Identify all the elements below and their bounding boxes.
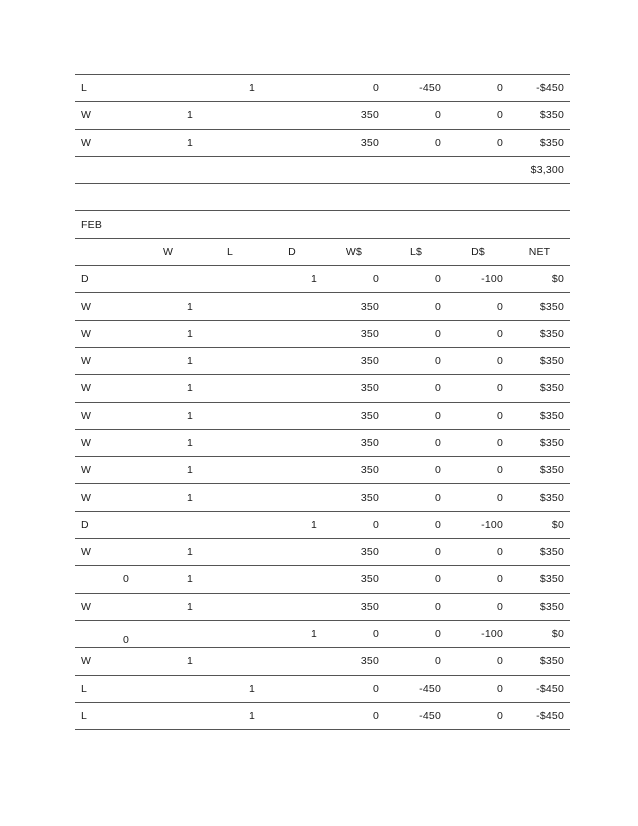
net-cell: $0 bbox=[551, 273, 564, 286]
w-cell bbox=[137, 355, 199, 367]
l-amount-cell: 0 bbox=[434, 573, 441, 586]
l-cell: 1 bbox=[248, 709, 255, 722]
net-cell: $350 bbox=[539, 546, 564, 559]
w-amount-cell: 350 bbox=[360, 491, 379, 504]
w-cell bbox=[137, 492, 199, 504]
w-cell bbox=[137, 464, 199, 476]
d-cell: 1 bbox=[310, 273, 317, 286]
table-row bbox=[75, 130, 570, 157]
result-cell: L bbox=[81, 682, 88, 695]
l-cell: 1 bbox=[248, 682, 255, 695]
column-header: L bbox=[226, 245, 234, 258]
w-amount-cell: 0 bbox=[372, 273, 379, 286]
l-amount-cell: 0 bbox=[434, 273, 441, 286]
l-amount-cell: -450 bbox=[419, 682, 441, 695]
result-cell: W bbox=[81, 546, 92, 559]
table-row bbox=[75, 539, 570, 566]
d-amount-cell: 0 bbox=[496, 327, 503, 340]
net-cell: $350 bbox=[539, 573, 564, 586]
w-amount-cell: 0 bbox=[372, 82, 379, 95]
l-amount-cell: -450 bbox=[419, 709, 441, 722]
l-amount-cell: 0 bbox=[434, 464, 441, 477]
l-amount-cell: -450 bbox=[419, 82, 441, 95]
w-cell bbox=[137, 655, 199, 667]
column-header: NET bbox=[528, 245, 551, 258]
result-cell: L bbox=[81, 709, 88, 722]
w-cell bbox=[137, 328, 199, 340]
w-value: 1 bbox=[186, 573, 193, 586]
w-amount-cell: 0 bbox=[372, 518, 379, 531]
table-row bbox=[75, 375, 570, 402]
table-row bbox=[75, 102, 570, 129]
w-value: 1 bbox=[186, 409, 193, 422]
table-row bbox=[75, 293, 570, 320]
result-cell: D bbox=[81, 273, 89, 286]
w-value: 1 bbox=[186, 546, 193, 559]
l-amount-cell: 0 bbox=[434, 437, 441, 449]
w-cell bbox=[137, 410, 199, 422]
w-value: 1 bbox=[186, 491, 193, 504]
table-row bbox=[75, 594, 570, 621]
table-row bbox=[75, 348, 570, 375]
table-row bbox=[75, 403, 570, 430]
w-value: 1 bbox=[186, 600, 193, 613]
w-amount-cell: 350 bbox=[360, 655, 379, 668]
table-row bbox=[75, 512, 570, 539]
w-amount-cell: 350 bbox=[360, 464, 379, 477]
d-cell: 1 bbox=[310, 518, 317, 531]
d-amount-cell: 0 bbox=[496, 491, 503, 504]
result-cell: D bbox=[81, 518, 89, 531]
result-cell: W bbox=[81, 437, 92, 449]
w-amount-cell: 0 bbox=[372, 628, 379, 641]
spreadsheet bbox=[75, 74, 570, 730]
d-amount-cell: -100 bbox=[481, 518, 503, 531]
w-cell bbox=[137, 137, 199, 149]
net-cell: $350 bbox=[539, 600, 564, 613]
table-row bbox=[75, 266, 570, 293]
result-cell: W bbox=[81, 136, 92, 149]
w-value: 1 bbox=[186, 464, 193, 477]
table-row bbox=[75, 703, 570, 730]
l-amount-cell: 0 bbox=[434, 546, 441, 559]
d-amount-cell: 0 bbox=[496, 709, 503, 722]
column-header: D$ bbox=[471, 245, 485, 258]
total-row bbox=[75, 157, 570, 184]
table-row bbox=[75, 430, 570, 457]
w-amount-cell: 0 bbox=[372, 709, 379, 722]
column-header: L$ bbox=[409, 245, 423, 258]
d-amount-cell: 0 bbox=[496, 82, 503, 95]
column-header: W$ bbox=[345, 245, 363, 258]
table-row bbox=[75, 648, 570, 675]
net-cell: $350 bbox=[539, 437, 564, 449]
l-amount-cell: 0 bbox=[434, 628, 441, 641]
net-cell: $350 bbox=[539, 300, 564, 313]
w-amount-cell: 350 bbox=[360, 573, 379, 586]
d-amount-cell: -100 bbox=[481, 628, 503, 641]
w-amount-cell: 350 bbox=[360, 409, 379, 422]
d-amount-cell: 0 bbox=[496, 573, 503, 586]
d-amount-cell: 0 bbox=[496, 546, 503, 559]
w-cell bbox=[137, 109, 199, 121]
table-row bbox=[75, 676, 570, 703]
net-cell: $350 bbox=[539, 327, 564, 340]
blank-row bbox=[75, 184, 570, 211]
l-amount-cell: 0 bbox=[434, 109, 441, 122]
l-amount-cell: 0 bbox=[434, 382, 441, 395]
net-cell: $350 bbox=[539, 464, 564, 477]
w-cell bbox=[123, 573, 199, 586]
net-cell: -$450 bbox=[536, 82, 564, 95]
result-cell: W bbox=[81, 355, 92, 368]
l-amount-cell: 0 bbox=[434, 655, 441, 668]
result-cell: W bbox=[81, 109, 92, 122]
w-value: 1 bbox=[186, 655, 193, 668]
result-cell: W bbox=[81, 327, 92, 340]
d-amount-cell: 0 bbox=[496, 382, 503, 395]
net-cell: $350 bbox=[539, 655, 564, 668]
w-amount-cell: 350 bbox=[360, 600, 379, 613]
table-row bbox=[75, 457, 570, 484]
d-amount-cell: 0 bbox=[496, 600, 503, 613]
l-amount-cell: 0 bbox=[434, 136, 441, 149]
net-cell: $350 bbox=[539, 355, 564, 368]
result-cell: L bbox=[81, 82, 88, 95]
d-amount-cell: -100 bbox=[481, 273, 503, 286]
column-header: D bbox=[288, 245, 296, 258]
marker-cell: 0 bbox=[123, 573, 130, 586]
l-amount-cell: 0 bbox=[434, 518, 441, 531]
w-value: 1 bbox=[186, 136, 193, 149]
l-amount-cell: 0 bbox=[434, 355, 441, 368]
result-cell: W bbox=[81, 600, 92, 613]
l-amount-cell: 0 bbox=[434, 300, 441, 313]
w-amount-cell: 350 bbox=[360, 437, 379, 449]
l-cell: 1 bbox=[248, 82, 255, 95]
result-cell: W bbox=[81, 655, 92, 668]
w-cell bbox=[137, 437, 199, 449]
result-cell: W bbox=[81, 300, 92, 313]
w-value: 1 bbox=[186, 300, 193, 313]
table-row bbox=[75, 75, 570, 102]
d-cell: 1 bbox=[310, 628, 317, 641]
table-row bbox=[75, 621, 570, 648]
w-value: 1 bbox=[186, 437, 193, 449]
d-amount-cell: 0 bbox=[496, 109, 503, 122]
w-amount-cell: 350 bbox=[360, 109, 379, 122]
marker-cell: 0 bbox=[123, 634, 130, 647]
l-amount-cell: 0 bbox=[434, 409, 441, 422]
result-cell: W bbox=[81, 409, 92, 422]
w-amount-cell: 350 bbox=[360, 546, 379, 559]
result-cell: W bbox=[81, 382, 92, 395]
d-amount-cell: 0 bbox=[496, 655, 503, 668]
w-amount-cell: 350 bbox=[360, 327, 379, 340]
net-cell: $0 bbox=[551, 628, 564, 641]
net-cell: $350 bbox=[539, 491, 564, 504]
w-amount-cell: 350 bbox=[360, 382, 379, 395]
month-label: FEB bbox=[81, 218, 103, 231]
net-cell: $350 bbox=[539, 109, 564, 122]
d-amount-cell: 0 bbox=[496, 300, 503, 313]
l-amount-cell: 0 bbox=[434, 327, 441, 340]
d-amount-cell: 0 bbox=[496, 355, 503, 368]
table-row bbox=[75, 484, 570, 511]
w-amount-cell: 0 bbox=[372, 682, 379, 695]
l-amount-cell: 0 bbox=[434, 600, 441, 613]
header-row bbox=[75, 239, 570, 266]
result-cell: W bbox=[81, 491, 92, 504]
result-cell: W bbox=[81, 464, 92, 477]
net-cell: -$450 bbox=[536, 682, 564, 695]
month-total: $3,300 bbox=[530, 164, 564, 177]
column-header: W bbox=[162, 245, 174, 258]
month-label-row bbox=[75, 211, 570, 238]
d-amount-cell: 0 bbox=[496, 437, 503, 449]
l-amount-cell: 0 bbox=[434, 491, 441, 504]
w-cell bbox=[137, 601, 199, 613]
w-value: 1 bbox=[186, 355, 193, 368]
w-cell bbox=[137, 382, 199, 394]
w-amount-cell: 350 bbox=[360, 136, 379, 149]
net-cell: $350 bbox=[539, 136, 564, 149]
d-amount-cell: 0 bbox=[496, 136, 503, 149]
w-value: 1 bbox=[186, 382, 193, 395]
d-amount-cell: 0 bbox=[496, 464, 503, 477]
net-cell: $350 bbox=[539, 409, 564, 422]
net-cell: $0 bbox=[551, 518, 564, 531]
d-amount-cell: 0 bbox=[496, 682, 503, 695]
net-cell: $350 bbox=[539, 382, 564, 395]
d-amount-cell: 0 bbox=[496, 409, 503, 422]
w-cell bbox=[137, 546, 199, 558]
w-value: 1 bbox=[186, 327, 193, 340]
net-cell: -$450 bbox=[536, 709, 564, 722]
w-amount-cell: 350 bbox=[360, 355, 379, 368]
w-cell bbox=[137, 301, 199, 313]
w-value: 1 bbox=[186, 109, 193, 122]
w-amount-cell: 350 bbox=[360, 300, 379, 313]
table-row bbox=[75, 321, 570, 348]
table-row bbox=[75, 566, 570, 593]
